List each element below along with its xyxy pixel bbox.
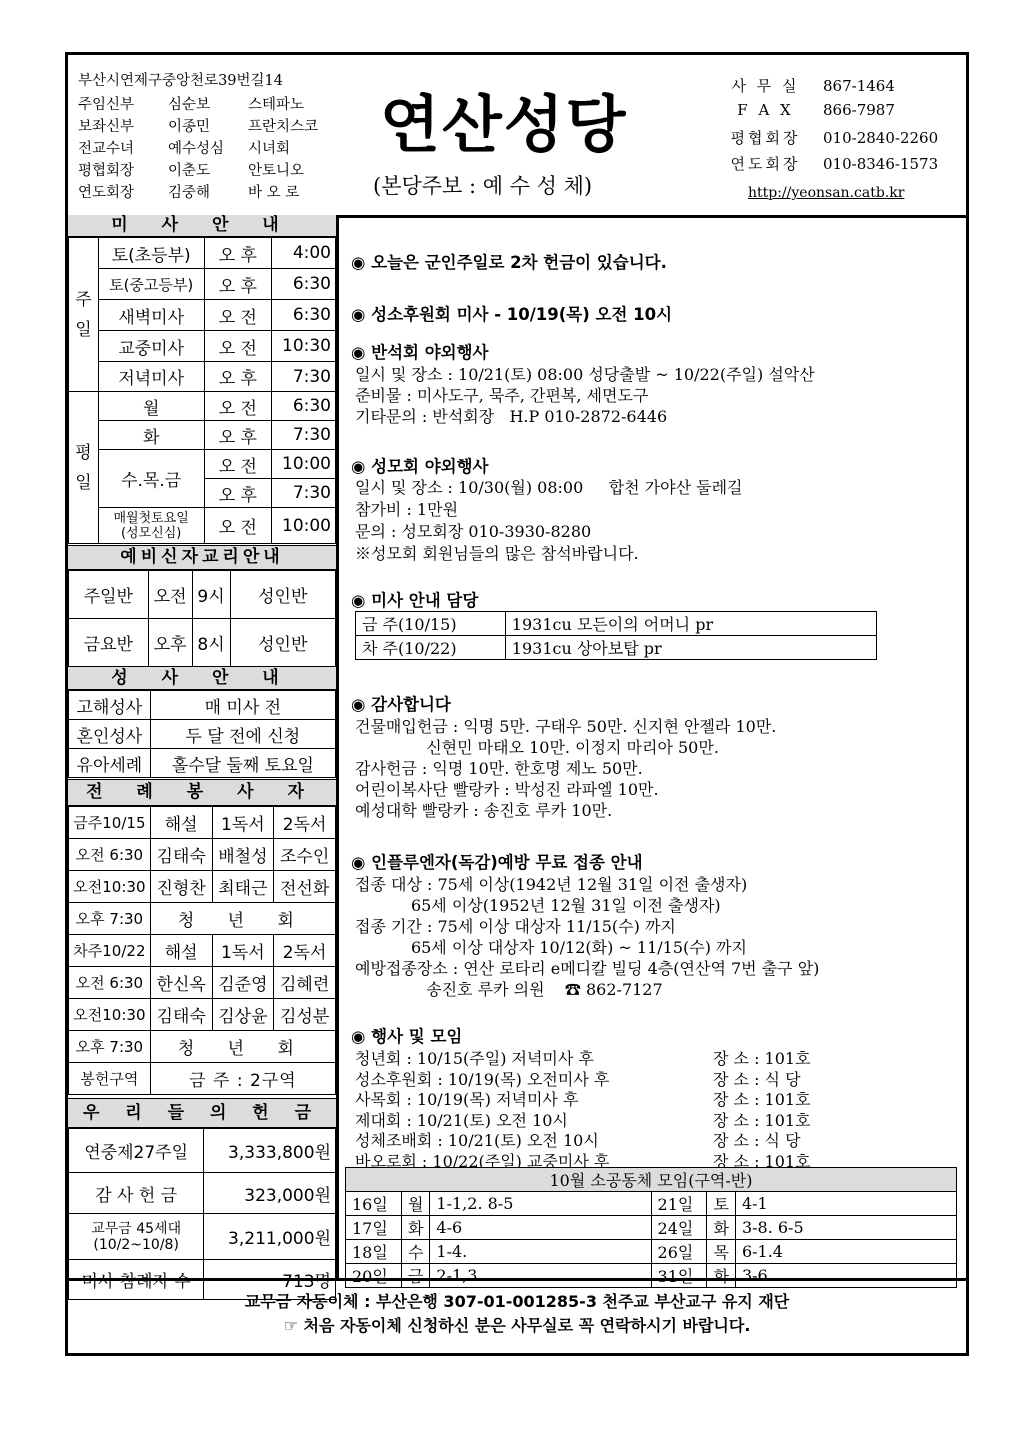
liturgy-row xyxy=(69,903,336,935)
footer xyxy=(68,1278,966,1356)
community-cell: 20일 xyxy=(346,1264,402,1288)
page-subtitle: (본당주보 : 예 수 성 체) xyxy=(373,174,593,198)
liturgy-cell: 차주10/22 xyxy=(69,935,151,967)
catechumen-target: 성인반 xyxy=(230,619,336,667)
sacrament-name: 혼인성사 xyxy=(69,720,151,749)
mass-ampm: 오 후 xyxy=(204,238,272,269)
liturgy-cell: 금주10/15 xyxy=(69,807,151,839)
website-link[interactable]: http://yeonsan.catb.kr xyxy=(748,185,905,201)
announcement-line: 접종 대상 : 75세 이상(1942년 12월 31일 이전 출생자) xyxy=(355,875,748,894)
staff-saint: 프란치스코 xyxy=(248,119,319,135)
sacrament-desc: 매 미사 전 xyxy=(150,691,335,720)
mass-ampm: 오 전 xyxy=(204,392,272,421)
contact-value: 866-7987 xyxy=(823,101,895,119)
sunday-label: 주 일 xyxy=(69,238,99,392)
staff-name: 예수성심 xyxy=(168,141,225,157)
contact-row xyxy=(718,127,938,148)
community-row xyxy=(346,1192,957,1216)
mass-name: 토(초등부) xyxy=(98,238,204,269)
announcement-line: 예방접종장소 : 연산 로타리 e메디칼 빌딩 4층(연산역 7번 출구 앞) xyxy=(355,959,820,978)
community-cell: 금 xyxy=(401,1264,429,1288)
liturgy-row xyxy=(69,839,336,871)
staff-role: 연도회장 xyxy=(78,185,135,201)
staff-role: 보좌신부 xyxy=(78,119,135,135)
liturgy-cell: 김혜련 xyxy=(274,967,336,999)
liturgy-cell: 조수인 xyxy=(274,839,336,871)
liturgy-row xyxy=(69,999,336,1031)
announcement-banseok-title: ◉ 반석회 야외행사 xyxy=(351,343,489,362)
announcement-line: 예성대학 빨랑카 : 송진호 루카 10만. xyxy=(355,801,613,820)
mass-name: 토(중고등부) xyxy=(98,269,204,300)
mass-row xyxy=(69,362,336,392)
catechumen-class: 금요반 xyxy=(69,619,149,667)
mass-time: 6:30 xyxy=(272,300,336,331)
community-cell: 17일 xyxy=(346,1216,402,1240)
page-title: 연산성당 xyxy=(380,88,628,161)
catechumen-hour: 9시 xyxy=(192,571,230,619)
community-cell: 3-6 xyxy=(735,1264,956,1288)
liturgy-cell: 오전10:30 xyxy=(69,999,151,1031)
liturgy-row xyxy=(69,1031,336,1063)
liturgy-row xyxy=(69,967,336,999)
mass-name: 월 xyxy=(98,392,204,421)
community-cell: 24일 xyxy=(651,1216,707,1240)
announcement-line: 문의 : 성모회장 010-3930-8280 xyxy=(355,522,592,541)
staff-name: 김중해 xyxy=(168,185,211,201)
community-cell: 화 xyxy=(401,1216,429,1240)
event-place: 장 소 : 식 당 xyxy=(713,1069,801,1089)
bulletin-frame xyxy=(65,52,969,1356)
staff-role: 주임신부 xyxy=(78,97,135,113)
community-cell: 18일 xyxy=(346,1240,402,1264)
mass-ampm: 오 후 xyxy=(204,479,272,508)
liturgy-row xyxy=(69,1063,336,1095)
mass-time: 7:30 xyxy=(272,362,336,392)
liturgy-cell: 1독서 xyxy=(212,935,274,967)
offering-value: 3,211,000원 xyxy=(204,1214,336,1260)
announcement-line: 65세 이상(1952년 12월 31일 이전 출생자) xyxy=(355,896,721,915)
mass-ampm: 오 전 xyxy=(204,300,272,331)
staff-row xyxy=(78,115,318,136)
mass-guide-heading: 미 사 안 내 xyxy=(68,215,336,237)
announcement-line: 신현민 마태오 10만. 이정지 마리아 50만. xyxy=(355,738,719,757)
mass-guide-table xyxy=(68,237,336,544)
liturgy-cell: 전선화 xyxy=(274,871,336,903)
sacraments-table xyxy=(68,690,336,778)
mass-time: 7:30 xyxy=(272,421,336,450)
contact-label: F A X xyxy=(737,101,794,119)
mass-row xyxy=(69,238,336,269)
mass-time: 6:30 xyxy=(272,392,336,421)
sacrament-name: 유아세례 xyxy=(69,749,151,778)
staff-name: 심순보 xyxy=(168,97,211,113)
mass-duty-table xyxy=(355,611,877,660)
event-place: 장 소 : 101호 xyxy=(713,1110,811,1130)
contact-row xyxy=(718,153,938,174)
liturgy-cell: 한신옥 xyxy=(150,967,212,999)
liturgy-cell: 2독서 xyxy=(274,935,336,967)
liturgy-cell: 배철성 xyxy=(212,839,274,871)
sacrament-row xyxy=(69,749,336,778)
offering-value: 323,000원 xyxy=(204,1173,336,1214)
liturgy-cell: 오후 7:30 xyxy=(69,903,151,935)
community-cell: 2-1,3 xyxy=(430,1264,651,1288)
community-cell: 토 xyxy=(707,1192,735,1216)
offering-row xyxy=(69,1214,336,1260)
mass-name: 매월첫토요일 (성모신심) xyxy=(98,508,204,544)
event-place: 장 소 : 식 당 xyxy=(713,1131,801,1150)
offerings-heading: 우 리 들 의 헌 금 xyxy=(68,1098,336,1128)
staff-role: 평협회장 xyxy=(78,163,135,179)
announcement-line: 참가비 : 1만원 xyxy=(355,500,459,519)
announcement-line: 어린이복사단 빨랑카 : 박성진 라파엘 10만. xyxy=(355,780,659,799)
liturgy-cell: 김태숙 xyxy=(150,999,212,1031)
offering-row xyxy=(69,1173,336,1214)
community-cell: 1-1,2. 8-5 xyxy=(430,1192,651,1216)
mass-row xyxy=(69,269,336,300)
address: 부산시연제구중앙천로39번길14 xyxy=(78,73,283,89)
liturgy-heading: 전 례 봉 사 자 xyxy=(68,779,336,806)
announcement-line: 송진호 루카 의원 ☎ 862-7127 xyxy=(355,980,663,999)
sacrament-name: 고해성사 xyxy=(69,691,151,720)
liturgy-cell: 김상윤 xyxy=(212,999,274,1031)
contact-value: 010-8346-1573 xyxy=(823,155,939,173)
staff-row xyxy=(78,137,290,158)
staff-name: 이종민 xyxy=(168,119,211,135)
mass-row xyxy=(69,331,336,362)
announcement-events-title: ◉ 행사 및 모임 xyxy=(351,1027,463,1046)
community-cell: 3-8. 6-5 xyxy=(735,1216,956,1240)
mass-ampm: 오 후 xyxy=(204,269,272,300)
announcement-line: 일시 및 장소 : 10/30(월) 08:00 합천 가야산 둘레길 xyxy=(355,478,743,497)
mass-duty-row xyxy=(356,612,877,636)
community-cell: 수 xyxy=(401,1240,429,1264)
liturgy-cell: 오후 7:30 xyxy=(69,1031,151,1063)
announcement-line: 준비물 : 미사도구, 묵주, 간편복, 세면도구 xyxy=(355,386,649,405)
event-name: 사목회 : 10/19(목) 저녁미사 후 xyxy=(355,1090,579,1109)
staff-role: 전교수녀 xyxy=(78,141,135,157)
announcement-line: 감사헌금 : 익명 10만. 한호명 제노 50만. xyxy=(355,759,643,778)
liturgy-row xyxy=(69,807,336,839)
footer-bank-info: 교무금 자동이체 : 부산은행 307-01-001285-3 천주교 부산교구 유지 재단 xyxy=(244,1292,790,1311)
offering-label: 미사 참례자 수 xyxy=(69,1260,204,1300)
catechumen-target: 성인반 xyxy=(230,571,336,619)
mass-time: 10:00 xyxy=(272,508,336,544)
offering-value: 713명 xyxy=(204,1260,336,1300)
community-cell: 21일 xyxy=(651,1192,707,1216)
contact-value: 010-2840-2260 xyxy=(823,129,939,147)
catechumen-ampm: 오후 xyxy=(148,619,192,667)
liturgy-cell: 오전10:30 xyxy=(69,871,151,903)
catechumen-table xyxy=(68,570,336,667)
sacrament-desc: 두 달 전에 신청 xyxy=(150,720,335,749)
mass-name: 수.목.금 xyxy=(98,450,204,508)
mass-row xyxy=(69,392,336,421)
staff-row xyxy=(78,181,299,202)
offerings-table xyxy=(68,1128,336,1300)
staff-row xyxy=(78,93,304,114)
mass-duty-desc: 1931cu 상아보탑 pr xyxy=(505,636,876,660)
announcement-line: 일시 및 장소 : 10/21(토) 08:00 성당출발 ~ 10/22(주일) 설악산 xyxy=(355,365,815,384)
announcement-mother-title: ◉ 성모회 야외행사 xyxy=(351,457,489,476)
liturgy-cell: 오전 6:30 xyxy=(69,967,151,999)
liturgy-cell: 해설 xyxy=(150,807,212,839)
mass-name: 화 xyxy=(98,421,204,450)
staff-name: 이춘도 xyxy=(168,163,211,179)
mass-time: 7:30 xyxy=(272,479,336,508)
mass-ampm: 오 전 xyxy=(204,331,272,362)
announcement-line: ※성모회 회원님들의 많은 참석바랍니다. xyxy=(355,544,639,563)
catechumen-class: 주일반 xyxy=(69,571,149,619)
mass-time: 10:00 xyxy=(272,450,336,479)
announcement-flu-title: ◉ 인플루엔자(독감)예방 무료 접종 안내 xyxy=(351,853,643,872)
liturgy-cell: 금 주 : 2구역 xyxy=(150,1063,335,1095)
liturgy-row xyxy=(69,871,336,903)
contact-label: 평협회장 xyxy=(730,129,801,147)
liturgy-cell: 청 년 회 xyxy=(150,1031,335,1063)
mass-ampm: 오 전 xyxy=(204,450,272,479)
contact-row xyxy=(718,75,895,96)
staff-saint: 안토니오 xyxy=(248,163,305,179)
contact-value: 867-1464 xyxy=(823,77,895,95)
liturgy-cell: 청 년 회 xyxy=(150,903,335,935)
mass-name: 저녁미사 xyxy=(98,362,204,392)
offering-label: 감 사 헌 금 xyxy=(69,1173,204,1214)
offering-value: 3,333,800원 xyxy=(204,1129,336,1173)
event-name: 제대회 : 10/21(토) 오전 10시 xyxy=(355,1110,568,1130)
community-cell: 26일 xyxy=(651,1240,707,1264)
mass-duty-week: 차 주(10/22) xyxy=(356,636,506,660)
liturgy-cell: 진형찬 xyxy=(150,871,212,903)
mass-time: 6:30 xyxy=(272,269,336,300)
community-cell: 화 xyxy=(707,1264,735,1288)
mass-duty-week: 금 주(10/15) xyxy=(356,612,506,636)
community-cell: 화 xyxy=(707,1216,735,1240)
mass-time: 4:00 xyxy=(272,238,336,269)
catechumen-heading: 예비신자교리안내 xyxy=(68,545,336,570)
sacraments-heading: 성 사 안 내 xyxy=(68,666,336,690)
community-cell: 4-6 xyxy=(430,1216,651,1240)
staff-saint: 스테파노 xyxy=(248,97,305,113)
liturgy-cell: 1독서 xyxy=(212,807,274,839)
left-column xyxy=(68,215,339,1292)
announcement-thanks-title: ◉ 감사합니다 xyxy=(351,695,451,714)
sacrament-desc: 홀수달 둘째 토요일 xyxy=(150,749,335,778)
catechumen-row xyxy=(69,571,336,619)
announcement-vocation-mass: ◉ 성소후원회 미사 - 10/19(목) 오전 10시 xyxy=(351,305,673,324)
event-place: 장 소 : 101호 xyxy=(713,1090,811,1109)
mass-row xyxy=(69,508,336,544)
offering-label: 교무금 45세대 (10/2~10/8) xyxy=(69,1214,204,1260)
sacrament-row xyxy=(69,691,336,720)
liturgy-cell: 김성분 xyxy=(274,999,336,1031)
weekday-label: 평 일 xyxy=(69,392,99,544)
community-cell: 1-4. xyxy=(430,1240,651,1264)
announcement-line: 접종 기간 : 75세 이상 대상자 11/15(수) 까지 xyxy=(355,917,676,936)
announcement-military-sunday: ◉ 오늘은 군인주일로 2차 헌금이 있습니다. xyxy=(351,253,667,272)
liturgy-cell: 오전 6:30 xyxy=(69,839,151,871)
staff-saint: 바 오 로 xyxy=(248,185,300,201)
liturgy-cell: 2독서 xyxy=(274,807,336,839)
liturgy-cell: 최태근 xyxy=(212,871,274,903)
sacrament-row xyxy=(69,720,336,749)
event-name: 청년회 : 10/15(주일) 저녁미사 후 xyxy=(355,1049,594,1068)
community-cell: 6-1.4 xyxy=(735,1240,956,1264)
mass-name: 새벽미사 xyxy=(98,300,204,331)
mass-row xyxy=(69,450,336,479)
catechumen-row xyxy=(69,619,336,667)
liturgy-cell: 김준영 xyxy=(212,967,274,999)
contact-row xyxy=(718,101,895,119)
staff-saint: 시녀회 xyxy=(248,141,291,157)
staff-row xyxy=(78,159,304,180)
liturgy-cell: 김태숙 xyxy=(150,839,212,871)
announcement-line: 65세 이상 대상자 10/12(화) ~ 11/15(수) 까지 xyxy=(355,938,747,957)
mass-ampm: 오 후 xyxy=(204,421,272,450)
liturgy-row xyxy=(69,935,336,967)
mass-duty-row xyxy=(356,636,877,660)
mass-ampm: 오 후 xyxy=(204,362,272,392)
event-name: 바오로회 : 10/22(주일) 교중미사 후 xyxy=(355,1151,610,1171)
mass-name: 교중미사 xyxy=(98,331,204,362)
liturgy-table xyxy=(68,806,336,1095)
header xyxy=(68,55,966,218)
community-row xyxy=(346,1240,957,1264)
community-cell: 목 xyxy=(707,1240,735,1264)
event-name: 성체조배회 : 10/21(토) 오전 10시 xyxy=(355,1131,599,1150)
event-place: 장 소 : 101호 xyxy=(713,1151,811,1171)
community-row xyxy=(346,1216,957,1240)
contact-label: 연도회장 xyxy=(730,155,801,173)
community-meeting-table xyxy=(345,1167,957,1288)
footer-notice: ☞ 처음 자동이체 신청하신 분은 사무실로 꼭 연락하시기 바랍니다. xyxy=(283,1316,751,1335)
announcement-line: 건물매입헌금 : 익명 5만. 구태우 50만. 신지현 안젤라 10만. xyxy=(355,717,777,736)
mass-duty-desc: 1931cu 모든이의 어머니 pr xyxy=(505,612,876,636)
catechumen-ampm: 오전 xyxy=(148,571,192,619)
mass-time: 10:30 xyxy=(272,331,336,362)
event-name: 성소후원회 : 10/19(목) 오전미사 후 xyxy=(355,1069,610,1089)
catechumen-hour: 8시 xyxy=(192,619,230,667)
announcement-mass-duty-title: ◉ 미사 안내 담당 xyxy=(351,591,479,610)
event-place: 장 소 : 101호 xyxy=(713,1049,811,1068)
mass-row xyxy=(69,421,336,450)
mass-ampm: 오 전 xyxy=(204,508,272,544)
contact-label: 사 무 실 xyxy=(731,77,800,95)
community-cell: 16일 xyxy=(346,1192,402,1216)
community-cell: 월 xyxy=(401,1192,429,1216)
community-title: 10월 소공동체 모임(구역-반) xyxy=(346,1168,957,1192)
mass-row xyxy=(69,300,336,331)
liturgy-cell: 봉헌구역 xyxy=(69,1063,151,1095)
offering-row xyxy=(69,1129,336,1173)
liturgy-cell: 해설 xyxy=(150,935,212,967)
community-title-row xyxy=(346,1168,957,1192)
offering-label: 연중제27주일 xyxy=(69,1129,204,1173)
community-cell: 4-1 xyxy=(735,1192,956,1216)
community-cell: 31일 xyxy=(651,1264,707,1288)
announcement-line: 기타문의 : 반석회장 H.P 010-2872-6446 xyxy=(355,407,668,426)
